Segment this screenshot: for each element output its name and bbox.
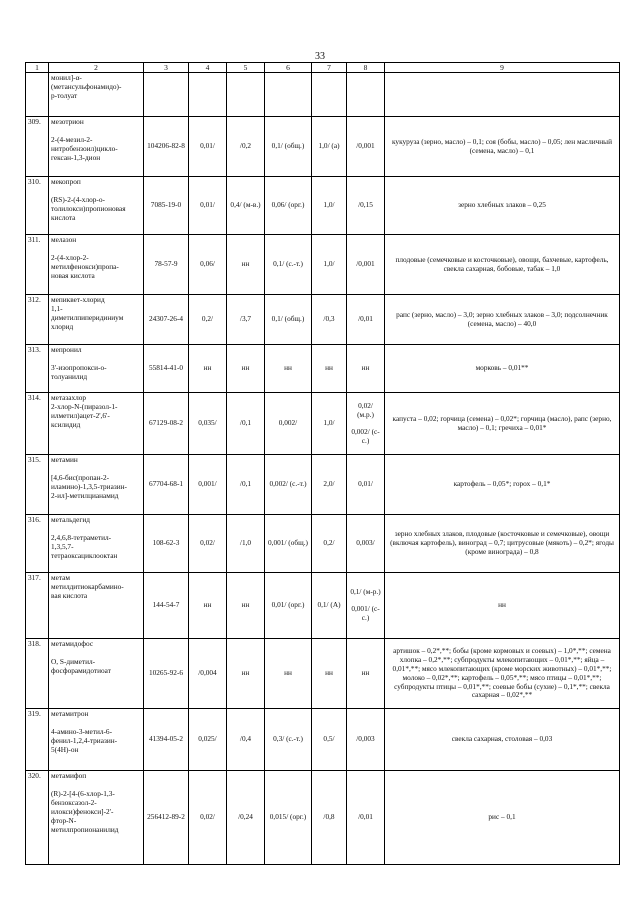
col8-value: 0,01/ [347, 455, 385, 515]
col4-value: нн [189, 345, 227, 393]
col-header-6: 6 [265, 63, 312, 73]
col5-value: /0,1 [227, 393, 265, 455]
col4-value: /0,004 [189, 639, 227, 709]
residue-limits: морковь – 0,01** [385, 345, 620, 393]
cas-number: 104206-82-8 [144, 117, 189, 177]
continuation-row [26, 73, 620, 117]
col8-value: /0,01 [347, 295, 385, 345]
substance-name: мезотрион 2-(4-мезил-2- нитробензоил)цикло- гексан-1,3-дион [49, 117, 144, 177]
cas-number: 41394-05-2 [144, 709, 189, 771]
cas-number: 256412-89-2 [144, 771, 189, 865]
col7-value: /0,8 [312, 771, 347, 865]
col4-value: 0,2/ [189, 295, 227, 345]
col7-value: 1,0/ [312, 177, 347, 235]
col6-value: нн [265, 639, 312, 709]
substance-name: метамин [4,6-бис(пропан-2- иламино)-1,3,5-триазин- 2-ил]-метилцианамид [49, 455, 144, 515]
cas-number: 144-54-7 [144, 573, 189, 639]
table-row [26, 345, 620, 393]
col-header-9: 9 [385, 63, 620, 73]
col6-value: нн [265, 345, 312, 393]
col-header-4: 4 [189, 63, 227, 73]
col5-value: /3,7 [227, 295, 265, 345]
substance-name: метазахлор 2-хлор-N-(пиразол-1- илметил)ацет-2',6'- ксилидид [49, 393, 144, 455]
col4-value: 0,01/ [189, 117, 227, 177]
cas-number: 10265-92-6 [144, 639, 189, 709]
col8-value: нн [347, 639, 385, 709]
col6-value: 0,002/ (с.-т.) [265, 455, 312, 515]
col7-value: нн [312, 345, 347, 393]
substance-name: мелазон 2-(4-хлор-2- метилфенокси)пропа- новая кислота [49, 235, 144, 295]
col7-value: 1,0/ [312, 235, 347, 295]
col8-value: /0,003 [347, 709, 385, 771]
residue-limits: рапс (зерно, масло) – 3,0; зерно хлебных злаков – 3,0; подсолнечник (семена, масло) – 40,0 [385, 295, 620, 345]
col5-value: нн [227, 345, 265, 393]
col4-value: 0,02/ [189, 771, 227, 865]
continuation-name: монил]-α- (метансульфонамидо)- р-толуат [49, 73, 144, 117]
col8-value: 0,1/ (м-р.) 0,001/ (с-с.) [347, 573, 385, 639]
residue-limits: картофель – 0,05*; горох – 0,1* [385, 455, 620, 515]
table-row [26, 235, 620, 295]
residue-limits: кукуруза (зерно, масло) – 0,1; соя (бобы, масло) – 0,05; лен масличный (семена, масло) – 0,1 [385, 117, 620, 177]
col6-value: 0,002/ [265, 393, 312, 455]
col6-value: 0,01/ (орг.) [265, 573, 312, 639]
row-number: 316. [26, 515, 49, 573]
header-row [26, 63, 620, 73]
table-row [26, 639, 620, 709]
col4-value: 0,001/ [189, 455, 227, 515]
col8-value: /0,001 [347, 117, 385, 177]
col4-value: 0,02/ [189, 515, 227, 573]
col8-value: /0,001 [347, 235, 385, 295]
col4-value: нн [189, 573, 227, 639]
table-row [26, 295, 620, 345]
row-number: 309. [26, 117, 49, 177]
residue-limits: плодовые (семечковые и косточковые), овощи, бахчевые, картофель, свекла сахарная, бобовые, табак – 1,0 [385, 235, 620, 295]
col7-value: 0,1/ (А) [312, 573, 347, 639]
col4-value: 0,035/ [189, 393, 227, 455]
row-number: 310. [26, 177, 49, 235]
col6-value: 0,06/ (орг.) [265, 177, 312, 235]
col7-value: 1,0/ [312, 393, 347, 455]
table-row [26, 709, 620, 771]
col8-value: /0,01 [347, 771, 385, 865]
row-number: 318. [26, 639, 49, 709]
col7-value: 1,0/ (а) [312, 117, 347, 177]
cas-number: 24307-26-4 [144, 295, 189, 345]
table-row [26, 515, 620, 573]
col5-value: /0,1 [227, 455, 265, 515]
table-row [26, 393, 620, 455]
residue-limits: зерно хлебных злаков – 0,25 [385, 177, 620, 235]
substance-name: мекопроп (RS)-2-(4-хлор-о- толилокси)пропионовая кислота [49, 177, 144, 235]
table-row [26, 455, 620, 515]
pesticide-table [25, 62, 620, 865]
table-row [26, 177, 620, 235]
col5-value: 0,4/ (м-в.) [227, 177, 265, 235]
col6-value: 0,3/ (с.-т.) [265, 709, 312, 771]
substance-name: метамитрон 4-амино-3-метил-6- фенил-1,2,4-триазин- 5(4H)-он [49, 709, 144, 771]
col5-value: /1,0 [227, 515, 265, 573]
cas-number: 7085-19-0 [144, 177, 189, 235]
substance-name: мепиквет-хлорид 1,1- диметилпиперидиниум хлорид [49, 295, 144, 345]
residue-limits: свекла сахарная, столовая – 0,03 [385, 709, 620, 771]
page-number: 33 [315, 51, 325, 62]
col-header-8: 8 [347, 63, 385, 73]
row-number: 313. [26, 345, 49, 393]
substance-name: мепронил 3'-изопропокси-о- толуанилид [49, 345, 144, 393]
row-number: 314. [26, 393, 49, 455]
col-header-3: 3 [144, 63, 189, 73]
col-header-2: 2 [49, 63, 144, 73]
row-number: 319. [26, 709, 49, 771]
col6-value: 0,1/ (с.-т.) [265, 235, 312, 295]
cas-number: 108-62-3 [144, 515, 189, 573]
residue-limits: капуста – 0,02; горчица (семена) – 0,02*; горчица (масло), рапс (зерно, масло) – 0,1; гречиха – 0,01* [385, 393, 620, 455]
substance-name: метамифоп (R)-2-[4-(6-хлор-1,3- бензоксазол-2- илокси)фенокси]-2'- фтор-N- метилпропионанилид [49, 771, 144, 865]
col-header-7: 7 [312, 63, 347, 73]
col4-value: 0,025/ [189, 709, 227, 771]
col5-value: /0,2 [227, 117, 265, 177]
col5-value: нн [227, 235, 265, 295]
col7-value: 0,2/ [312, 515, 347, 573]
row-number: 320. [26, 771, 49, 865]
residue-limits: зерно хлебных злаков, плодовые (косточковые и семечковые), овощи (включая картофель), виноград – 0,7; цитрусовые (мякоть) – 0,2*; ягоды (кроме винограда) – 0,8 [385, 515, 620, 573]
row-number: 317. [26, 573, 49, 639]
col4-value: 0,01/ [189, 177, 227, 235]
row-number: 312. [26, 295, 49, 345]
table-row [26, 771, 620, 865]
col7-value: 0,5/ [312, 709, 347, 771]
col7-value: /0,3 [312, 295, 347, 345]
col5-value: нн [227, 639, 265, 709]
col-header-5: 5 [227, 63, 265, 73]
cas-number: 55814-41-0 [144, 345, 189, 393]
col7-value: 2,0/ [312, 455, 347, 515]
substance-name: метальдегид 2,4,6,8-тетраметил- 1,3,5,7- тетраоксациклооктан [49, 515, 144, 573]
col5-value: /0,4 [227, 709, 265, 771]
table-row [26, 573, 620, 639]
col4-value: 0,06/ [189, 235, 227, 295]
table-row [26, 117, 620, 177]
residue-limits: рис – 0,1 [385, 771, 620, 865]
col-header-1: 1 [26, 63, 49, 73]
col5-value: /0,24 [227, 771, 265, 865]
row-number: 311. [26, 235, 49, 295]
residue-limits: артишок – 0,2*,**; бобы (кроме кормовых и соевых) – 1,0*,**; семена хлопка – 0,2*,**; субпродукты млекопитающих – 0,01*,**; яйца – 0,01*,**; мясо млекопитающих (кроме морских животных) – 0,01*,**; молоко – 0,02*,**; картофель – 0,05*,**; мясо птицы – 0,01*,**; субпродукты птицы – 0,01*,**; соевые бобы (сухие) – 0,1*,**; свекла сахарная – 0,02*,** [385, 639, 620, 709]
substance-name: метамидофос O, S-диметил- фосфорамидотиоат [49, 639, 144, 709]
col6-value: 0,1/ (общ.) [265, 117, 312, 177]
cas-number: 78-57-9 [144, 235, 189, 295]
col5-value: нн [227, 573, 265, 639]
col8-value: нн [347, 345, 385, 393]
cas-number: 67129-08-2 [144, 393, 189, 455]
col8-value: /0,15 [347, 177, 385, 235]
row-number: 315. [26, 455, 49, 515]
col8-value: 0,02/ (м.р.) 0,002/ (с-с.) [347, 393, 385, 455]
col6-value: 0,1/ (общ.) [265, 295, 312, 345]
col8-value: 0,003/ [347, 515, 385, 573]
col7-value: нн [312, 639, 347, 709]
substance-name: метам метилдитиокарбамино- вая кислота [49, 573, 144, 639]
residue-limits: нн [385, 573, 620, 639]
cas-number: 67704-68-1 [144, 455, 189, 515]
col6-value: 0,001/ (общ.) [265, 515, 312, 573]
col6-value: 0,015/ (орг.) [265, 771, 312, 865]
